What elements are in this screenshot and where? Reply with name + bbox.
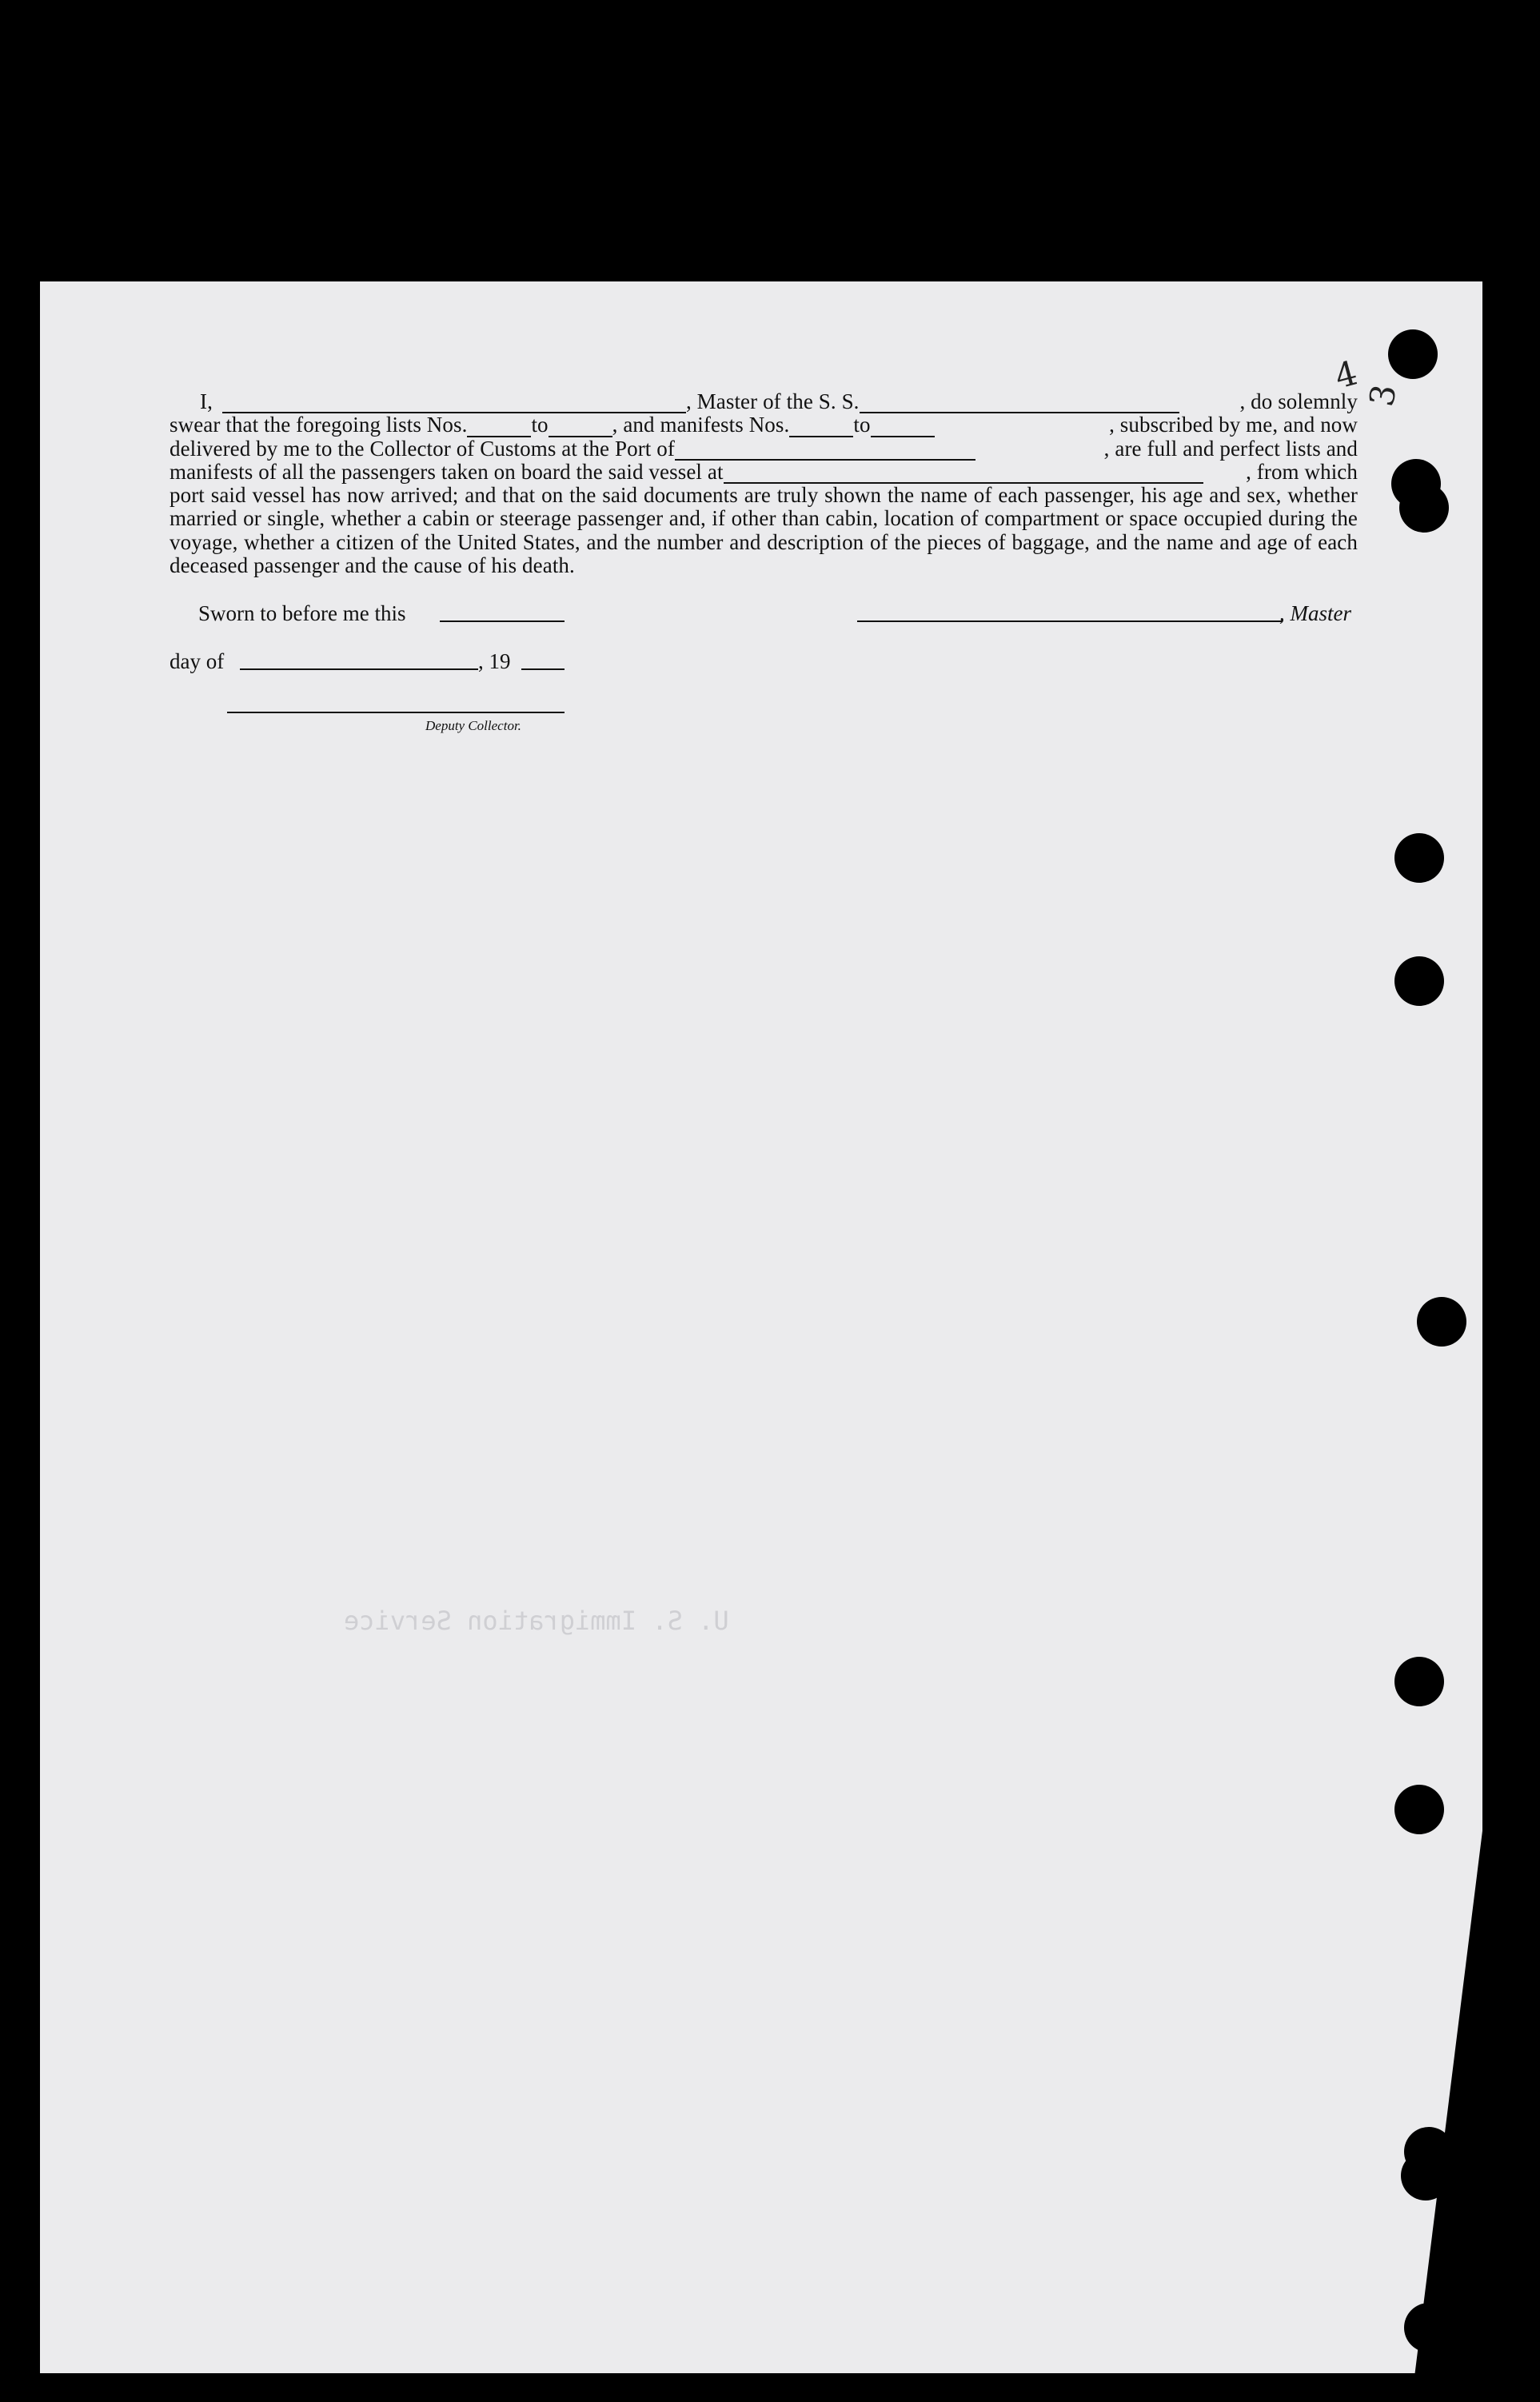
binder-hole-5 <box>1394 956 1444 1006</box>
oath-line-1: I, , Master of the S. S. , do solemnly <box>200 389 1358 413</box>
oath-body: port said vessel has now arrived; and that on the said documents are truly shown the name of each passenger, his age and sex, whether married or single, whether a cabin or steerage passenger and, if other than cabin, location of compartment or space occupied during the voyage, whether a citizen of the United States, and the number and description of the pieces of baggage, and the name and age of each deceased passenger and the cause of his death. <box>170 483 1358 578</box>
embarkation-port-field[interactable] <box>724 467 1203 484</box>
master-signature-field[interactable] <box>857 620 1283 622</box>
bleed-through-text: U. S. Immigration Service <box>344 1606 729 1636</box>
day-of-label: day of <box>170 649 225 673</box>
binder-hole-3 <box>1399 483 1449 533</box>
oath-line-3: delivered by me to the Collector of Customs at the Port of , are full and perfect lists and <box>170 436 1358 461</box>
master-suffix: , Master <box>1279 601 1351 625</box>
list-no-from-field[interactable] <box>467 421 531 437</box>
binder-hole-4 <box>1394 833 1444 883</box>
year-prefix: , 19 <box>478 649 511 673</box>
port-field[interactable] <box>675 444 975 461</box>
binder-hole-7 <box>1394 1657 1444 1706</box>
deputy-signature-field[interactable] <box>227 712 565 713</box>
master-name-field[interactable] <box>222 397 686 413</box>
binder-hole-6 <box>1417 1297 1466 1347</box>
oath-paragraph <box>170 390 1358 577</box>
oath-line-4: manifests of all the passengers taken on board the said vessel at , from which <box>170 459 1358 484</box>
sworn-label: Sworn to before me this <box>198 601 406 625</box>
day-month-field[interactable] <box>240 668 478 670</box>
handwritten-number-4: 4 <box>1331 353 1362 397</box>
binder-hole-8 <box>1394 1785 1444 1834</box>
form-page <box>40 281 1482 2373</box>
manifest-no-from-field[interactable] <box>789 421 853 437</box>
oath-line-2: swear that the foregoing lists Nos. to , and manifests Nos. to , subscribed by me, and now <box>170 413 1358 437</box>
list-no-to-field[interactable] <box>549 421 612 437</box>
binder-hole-1 <box>1388 329 1438 379</box>
vessel-name-field[interactable] <box>860 397 1179 413</box>
manifest-no-to-field[interactable] <box>871 421 935 437</box>
handwritten-number-3: 3 <box>1361 381 1404 409</box>
year-field[interactable] <box>521 668 565 670</box>
deputy-collector-label: Deputy Collector. <box>425 718 521 733</box>
sworn-date-field[interactable] <box>440 620 565 622</box>
